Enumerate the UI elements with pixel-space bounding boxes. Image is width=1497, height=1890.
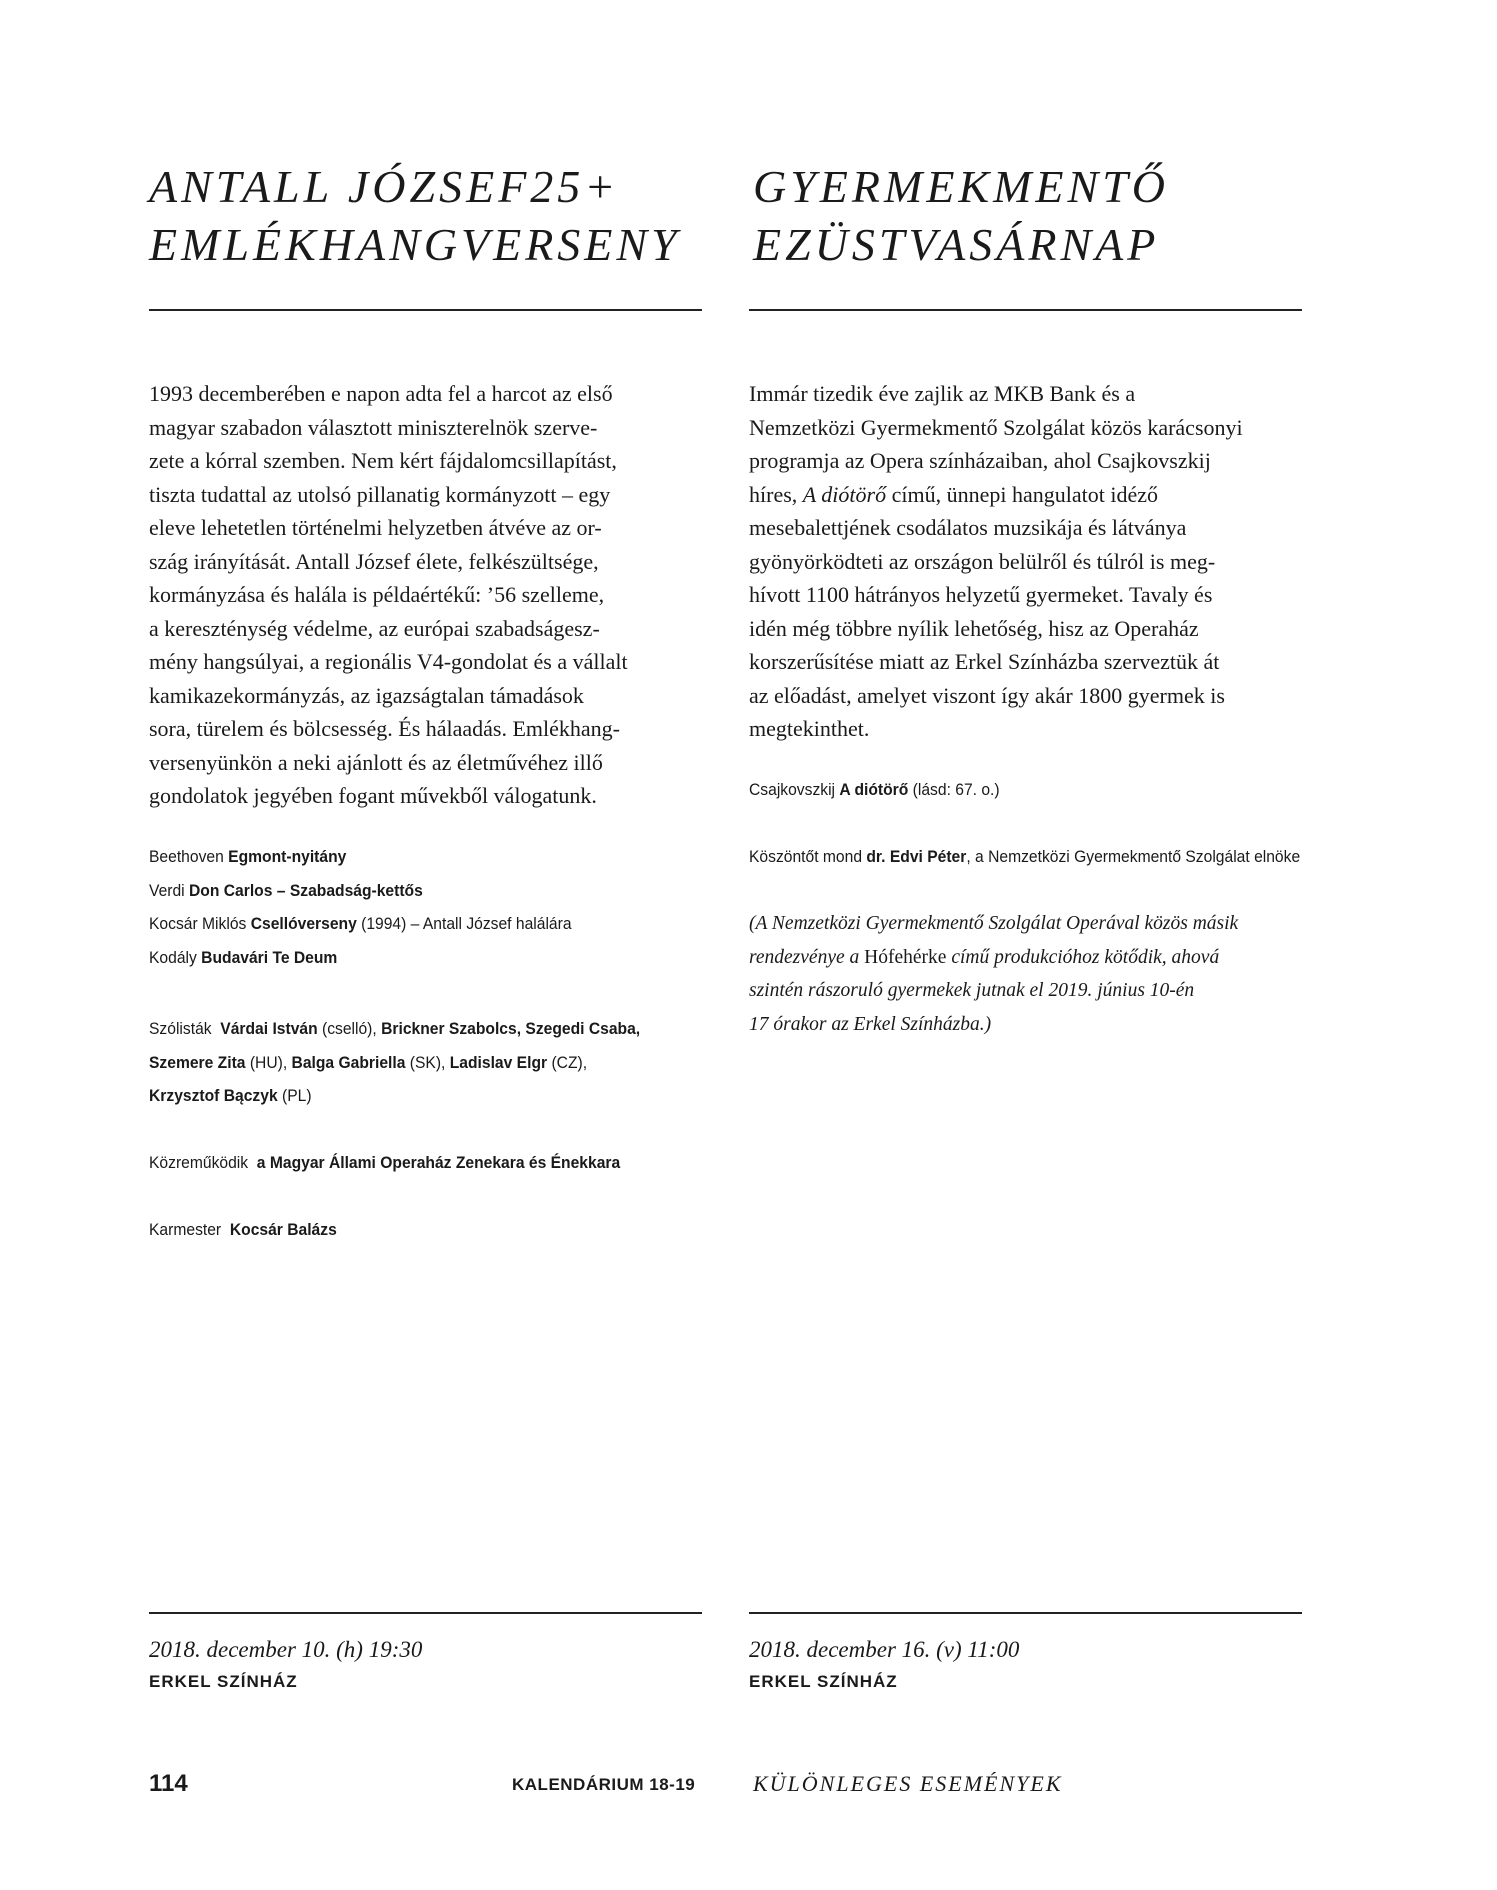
work-title: Egmont-nyitány [228,847,347,866]
left-soloists [149,1012,640,1113]
soloists-label: Szólisták [149,1019,212,1038]
work-title: Budavári Te Deum [201,947,338,967]
work-title-upright: Hófehérke [864,946,947,968]
body-line: mesebalettjének csodálatos muzsikája és látványa [749,515,1187,540]
participants: a Magyar Állami Operaház Zenekara és Énekkara [256,1153,621,1172]
body-line: Immár tizedik éve zajlik az MKB Bank és a [749,381,1136,406]
work-title-italic: A diótörő [802,481,887,507]
right-title-line: GYERMEKMENTŐ [753,161,1169,212]
body-line: eleve lehetetlen történelmi helyzetben átvéve az or- [149,515,602,540]
right-title-line: EZÜSTVASÁRNAP [753,219,1160,270]
body-line: gondolatok jegyében fogant művekből válogatunk. [149,783,597,808]
program-item [149,941,572,975]
composer: Beethoven [149,847,224,866]
text-run: című produkcióhoz kötődik, ahová [946,946,1220,968]
note-line: 17 órakor az Erkel Színházba.) [749,1013,992,1035]
left-bottom-rule [149,1612,702,1614]
soloist-name: Ladislav Elgr [449,1052,548,1072]
composer: Csajkovszkij [749,780,836,799]
participants-label: Közreműködik [149,1153,249,1172]
note-line [749,941,1238,975]
left-title-line: EMLÉKHANGVERSENY [149,219,681,270]
soloist-name: Balga Gabriella [291,1052,406,1072]
right-greeting [749,840,1300,874]
soloist-name: Várdai István [220,1019,318,1038]
greeting-name: dr. Edvi Péter [866,847,967,866]
left-program-list [149,840,572,974]
program-item [149,874,572,908]
program-item [149,840,572,874]
soloist-note: (SK), [405,1052,450,1072]
soloist-note: (CZ), [547,1052,588,1072]
left-event-venue: ERKEL SZÍNHÁZ [149,1672,298,1691]
greeting-label: Köszöntőt mond [749,847,867,866]
body-line [749,478,1243,512]
body-line: versenyünkön a neki ajánlott és az életművéhez illő [149,749,603,775]
right-event-venue: ERKEL SZÍNHÁZ [749,1672,898,1691]
body-line: 1993 decemberében e napon adta fel a harcot az első [149,381,613,406]
left-participants [149,1146,620,1180]
body-line: magyar szabadon választott miniszterelnök szerve- [149,414,598,440]
body-line: mény hangsúlyai, a regionális V4-gondolat és a vállalt [149,649,628,674]
publication-name: KALENDÁRIUM 18-19 [512,1775,696,1794]
conductor-label: Karmester [149,1220,222,1239]
page-reference: (lásd: 67. o.) [908,780,1000,799]
right-program [749,773,1000,807]
left-event-title [149,158,681,274]
work-note: (1994) – Antall József halálára [356,914,572,933]
work-title: A diótörő [839,780,909,799]
soloist-note: (PL) [277,1086,312,1105]
body-line: kormányzása és halála is példaértékű: ’56 szelleme, [149,582,605,607]
right-event-title [753,158,1169,274]
soloist-name: Szemere Zita [149,1052,246,1072]
body-line: megtekinthet. [749,716,870,741]
body-line: hívott 1100 hátrányos helyzetű gyermeket. Tavaly és [749,582,1213,607]
soloist-name: Brickner Szabolcs, Szegedi Csaba, [381,1019,641,1038]
soloist-note: (cselló), [317,1019,382,1038]
right-event-date: 2018. december 16. (v) 11:00 [749,1637,1020,1662]
body-line: a kereszténység védelme, az európai szabadságesz- [149,615,600,641]
body-line: szág irányítását. Antall József élete, felkészültsége, [149,548,599,574]
work-title: Csellóverseny [250,914,357,933]
text-run: című, ünnepi hangulatot idéző [886,481,1158,507]
body-line: gyönyörködteti az országon belülről és túlról is meg- [749,548,1216,574]
page-number: 114 [149,1770,188,1797]
body-line: korszerűsítése miatt az Erkel Színházba szerveztük át [749,649,1220,674]
work-title: Don Carlos – Szabadság-kettős [189,880,423,900]
section-name: KÜLÖNLEGES ESEMÉNYEK [753,1771,1063,1796]
right-note [749,907,1238,1041]
body-line: zete a kórral szemben. Nem kért fájdalomcsillapítást, [149,448,617,473]
composer: Kodály [149,947,197,967]
conductor-name: Kocsár Balázs [229,1220,337,1239]
right-title-rule [749,309,1302,311]
note-line: (A Nemzetközi Gyermekmentő Szolgálat Operával közös másik [749,913,1239,934]
text-run: rendezvénye a [749,946,865,968]
note-line: szintén rászoruló gyermekek jutnak el 2019. június 10-én [749,980,1195,1001]
soloist-note: (HU), [245,1052,292,1072]
left-conductor [149,1213,337,1247]
body-line: sora, türelem és bölcsesség. És hálaadás. Emlékhang- [149,716,621,741]
composer: Kocsár Miklós [149,914,247,933]
right-bottom-rule [749,1612,1302,1614]
left-event-date: 2018. december 10. (h) 19:30 [149,1637,423,1662]
body-line: idén még többre nyílik lehetőség, hisz az Operaház [749,615,1199,641]
body-line: az előadást, amelyet viszont így akár 1800 gyermek is [749,682,1225,708]
body-line: programja az Opera színházaiban, ahol Csajkovszkij [749,448,1211,473]
program-item [149,907,572,941]
left-title-rule [149,309,702,311]
composer: Verdi [149,880,185,900]
body-line: tiszta tudattal az utolsó pillanatig kormányzott – egy [149,481,611,507]
left-title-line: ANTALL JÓZSEF25+ [149,161,620,212]
right-description [749,377,1243,746]
soloist-name: Krzysztof Bączyk [149,1086,278,1105]
body-line: kamikazekormányzás, az igazságtalan támadások [149,682,584,708]
greeting-role: , a Nemzetközi Gyermekmentő Szolgálat elnöke [966,847,1301,866]
text-run: híres, [749,481,803,507]
body-line: Nemzetközi Gyermekmentő Szolgálat közös karácsonyi [749,414,1243,440]
left-description [149,377,628,813]
